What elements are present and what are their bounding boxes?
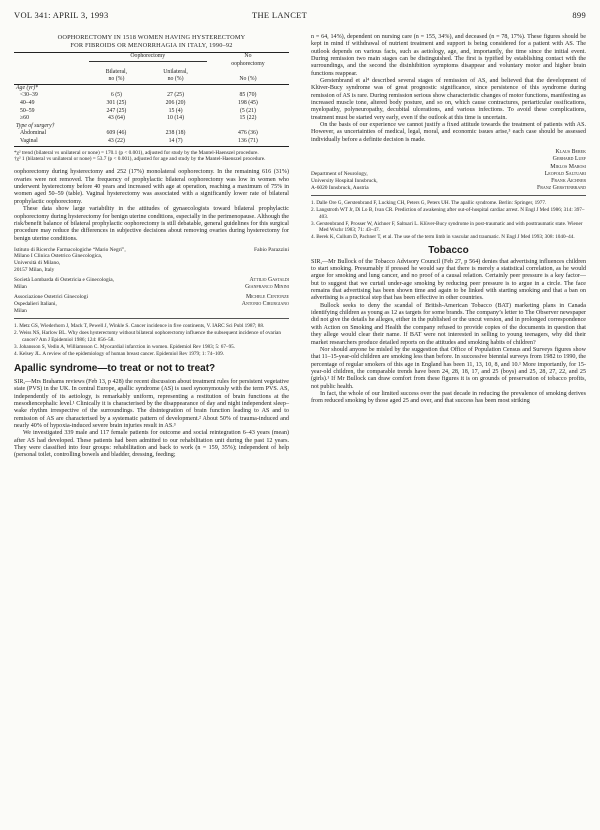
body-paragraph: On the basis of our experience we cannot justify a fixed attitude towards the treatment of patients with AS. However, as uncertainties of medical, legal, moral, and economic issues arise,³ each case should be assessed individually before a definite decision is made.: [311, 122, 586, 143]
body-paragraph: oophorectomy during hysterectomy and 252 (17%) monolateral oophorectomy. In the remaining 616 (31%) ovaries were not removed. The frequency of prophylactic bilateral oophorectomy was low in women who underwent hysterectomy before 40 years and increased with age at operation, reaching a maximum of 75% in women aged 50–59 (table). Vaginal hysterectomy was associated with a significantly lower rate of bilateral prophylactic oophorectomy.: [14, 169, 289, 205]
header-no: No: [244, 53, 252, 59]
author-name: Frank Aichner: [551, 177, 586, 184]
aff-city: Milan: [14, 307, 27, 314]
volume-date: VOL 341: APRIL 3, 1993: [14, 10, 109, 20]
cell-none: 85 (70): [239, 92, 257, 99]
author-name: Franz Gerstenbrand: [536, 185, 586, 192]
reference: 4. Kelsey JL. A review of the epidemiology of human breast cancer. Epidemiol Rev 1979; 1: 74–109.: [14, 350, 225, 357]
right-column: [311, 34, 586, 406]
cell-bilateral: 247 (25): [106, 107, 127, 114]
table-row: [14, 115, 289, 123]
body-paragraph: SIR,—Mr Bullock of the Tobacco Advisory Council (Feb 27, p 564) denies that advertising influences children to start smoking. Presumably if pressed he would say that there is merely a statistical correlation, as he would argue for smoking and lung cancer, and no proof of a causal relation. Certainly peer pressure is a key factor—but to suggest that we curtail under-age smoking by reducing peer pressure is to argue in a circle. The face remains that advertising has been shown time and again to be linked with starting smoking and that a ban on advertising is a practical step that has been effective in other countries.: [311, 258, 586, 302]
table-title-line2: FOR FIBROIDS OR MENORRHAGIA IN ITALY, 1990–92: [70, 42, 233, 49]
cell-none: 136 (71): [238, 138, 258, 145]
cell-none: 476 (36): [238, 130, 258, 137]
reference: 1. Metz GS, Wiederhorn J, Mack T, Pewell J, Winkle S. Cancer incidence in five continents, V. IARC Sci Publ 1987; 88.: [14, 323, 265, 330]
table-row: [14, 138, 289, 146]
header-bilateral: Bilateral,: [105, 68, 128, 75]
author-name: Gianfranco Minini: [245, 283, 289, 290]
body-paragraph: Bullock seeks to deny the scandal of British-American Tobacco (BAT) marketing plans in Canada identifying children as young as 12 as targets for some brands. The company’s letter to The Observer newspaper did not give the details he alleges, either in the published or the uncut version, and in prolonged correspondence with Action on Smoking and Health the company refused to provide copies of the documents in question that they allege would clear their name. If BAT were not interested in selling to young teenagers, why did their market researchers produce detailed reports on the attitudes and smoking habits of children?: [311, 302, 586, 346]
cell-unilateral: 10 (14): [167, 115, 185, 122]
table-footnote-1: *χ² trend (bilateral vs unilateral or none) = 170.1 (p < 0.001), adjusted for study by the Mantel-Haenszel procedure.: [14, 149, 259, 156]
cell-none: 15 (22): [239, 115, 257, 122]
aff-institution: Milano I Clinica Ostetrico Ginecologica,: [14, 253, 103, 260]
row-label: <30–39: [20, 92, 38, 99]
body-paragraph: Nor should anyone be misled by the suggestion that Office of Population Census and Surveys figures show that 11–15-year-old children are smoking less than before. In successive biennial surveys from 1982 to 1990, the percentage of regular smokers of this age in England has been 11, 13, 10, 8, and 10.¹ More importantly, for 15-year-old children, the comparable trends have been 24, 28, 18, 17, and 25 (boys) and 25, 28, 27, 22, and 25 (girls).¹ If Mr Bullock can draw comfort from these figures it is on grounds of preservation of tobacco profits, not public health.: [311, 346, 586, 390]
body-paragraph: In fact, the whole of our limited success over the past decade in reducing the prevalence of smoking derives from reduced smoking by those aged 25 and over, and that success has been most striking: [311, 390, 586, 405]
cell-bilateral: 43 (64): [107, 115, 125, 122]
divider: [311, 195, 586, 196]
section-type: Type of surgery†: [16, 122, 55, 129]
author-name: Miklos Marosi: [550, 163, 586, 170]
row-label: Vaginal: [20, 138, 38, 145]
cell-unilateral: 14 (7): [168, 138, 183, 145]
body-paragraph: We investigated 339 male and 117 female patients for outcome and social reintegration 6–43 years (mean) after AS had developed. These patients had been admitted to our rehabilitation unit during the past 12 years. They were classified into four groups: rehabilitation and back to work (n = 159, 35%); independent of help (personal toilet, controlling bowels and bladder, dressing, feeding;: [14, 430, 289, 459]
reference: 2. Weiss NS, Harlow BL. Why does hysterectomy without bilateral oophorectomy influence the subsequent incidence of ovarian cancer? Am J Epidemiol 1986; 124: 856–58.: [14, 330, 281, 343]
left-body: [14, 169, 289, 242]
reference: 1. Dalle Ore G, Gerstenbrand F, Lucking CH, Peters G, Peters UH. The apallic syndrome. Berlin: Springer, 1977.: [311, 200, 547, 207]
row-label: 50–59: [20, 107, 35, 114]
aff-institution: University Hospital Innsbruck,: [311, 177, 378, 184]
aff-institution: Università di Milano,: [14, 260, 61, 267]
affiliation-1: [14, 247, 289, 273]
author-name: Fabio Parazzini: [254, 246, 289, 253]
reference: 3. Gerstenbrand F, Prosser W, Aichner F, Saltuari L. Klüver-Bucy syndrome in post-traumatic and with posttraumatic state. Wiener Med Wschr 1983; 71: 43–47.: [311, 220, 583, 233]
author-name: Klaus Berek: [555, 149, 586, 156]
body-paragraph: SIR,—Mrs Brahams reviews (Feb 13, p 428) the recent discussion about treatment rules for persistent vegetative state (PVS) in the UK. In central Europe, apallic syndrome (AS) is used synonymously with the term PVS. AS, independently of its aetiology, is remarkably uniform, representing a restitution of brain functions at the mesodiencephalic level.¹ Clinically it is characterised by the disappearance of day and night independent sleep–wake rhythm irrespective of the surroundings. The disintegration of brain function leading to AS and to remission of AS are characterised by a systematic pattern of development.² About 50% of trauma-induced and nearly 40% of hypoxia-induced severe brain injuries result in AS.³: [14, 379, 289, 430]
aff-city: 20157 Milan, Italy: [14, 266, 55, 273]
oophorectomy-table: [14, 52, 289, 147]
header-unilateral: Unilateral,: [163, 68, 188, 75]
reference: 4. Berek K, Cullum D, Pachner T, et al. The use of the term limb in vascular and traumatic. N Engl J Med 1993; 308: 1040–44.: [311, 233, 575, 240]
cell-bilateral: 301 (25): [106, 100, 127, 107]
cell-bilateral: 6 (5): [110, 92, 122, 99]
header-oophorectomy: Oophorectomy: [89, 53, 207, 62]
table-title-line1: OOPHORECTOMY IN 1518 WOMEN HAVING HYSTERECTOMY: [57, 34, 246, 41]
table-row: [14, 130, 289, 138]
aff-institution: Associazione Ostetrici Ginecologi: [14, 294, 88, 301]
author-name: Attilio Gastaldi: [249, 277, 289, 284]
cell-bilateral: 43 (22): [107, 138, 125, 145]
row-label: ≥60: [20, 115, 29, 122]
table-footnote-2: †χ² 1 (bilateral vs unilateral or none) = 53.7 (p < 0.001), adjusted for age and study by the Mantel-Haenszel procedure.: [14, 156, 266, 163]
page-number: 899: [572, 10, 586, 20]
aff-department: Department of Neurology,: [311, 171, 368, 178]
reference: 3. Johansson S, Vedin A, Williamsson C. Myocardial infarction in women. Epidemiol Rev 1983; 5: 67–95.: [14, 343, 236, 350]
author-name: Gerhard Luef: [552, 156, 586, 163]
affiliation-3: [14, 294, 289, 314]
running-header: [14, 10, 586, 22]
tobacco-heading: Tobacco: [428, 245, 469, 257]
cell-unilateral: 27 (25): [167, 92, 185, 99]
row-label: Abdominal: [20, 130, 47, 137]
header-unilateral-pct: no (%): [167, 76, 184, 83]
body-paragraph: Gerstenbrand et al⁴ described several stages of remission of AS, and believed that the development of Klüver-Bucy syndrome was of great prognostic significance, since persistence of this syndrome during remission of AS is rare. During remission serious show characteristic changes of motor functions, manifesting as increased muscle tone, altered body posture, and so on, which cause contractures, periarticular ossifications, myelopathy, polyneuropathy, decubital ulcerations, and various infections. To avoid these complications, treatment must be started very early, even if the outlook at this time is uncertain.: [311, 78, 587, 121]
cell-none: 198 (45): [238, 100, 258, 107]
apallic-heading: Apallic syndrome—to treat or not to treat?: [14, 363, 216, 375]
aff-institution: Ospedalieri Italiani,: [14, 301, 57, 308]
cell-unilateral: 15 (4): [168, 107, 183, 114]
references-right: [311, 200, 586, 240]
cell-unilateral: 206 (20): [165, 100, 186, 107]
aff-city: A-6020 Innsbruck, Austria: [311, 184, 369, 191]
aff-institution: Società Lombarda di Ostetricia e Ginecologia,: [14, 277, 114, 284]
affiliation-2: [14, 277, 289, 290]
header-no-oophorectomy: oophorectomy: [231, 61, 265, 68]
row-label: 40–49: [20, 100, 35, 107]
table-title: [14, 34, 289, 50]
author-name: Antonio Cirurgiano: [241, 301, 289, 308]
journal-name: THE LANCET: [252, 10, 308, 20]
left-column: [14, 34, 289, 460]
reference: 2. Langstroth WT Jr, Di Lo B, Ivan CR. Prediction of awakening after out-of-hospital cardiac arrest. N Engl J Med 1986; 314: 397–403.: [311, 207, 585, 220]
references-left: [14, 323, 289, 357]
table-row: [14, 92, 289, 100]
aff-institution: Istituto di Ricerche Farmacologiche “Mario Negri”,: [14, 246, 126, 253]
cell-unilateral: 238 (18): [165, 130, 186, 137]
section-age: Age (yr)*: [16, 84, 39, 91]
table-row: [14, 100, 289, 108]
aff-city: Milan: [14, 283, 27, 290]
header-none-pct: No (%): [239, 76, 257, 83]
header-bilateral-pct: no (%): [108, 76, 125, 83]
cell-bilateral: 609 (46): [106, 130, 127, 137]
author-name: Michele Centonze: [245, 294, 289, 301]
body-paragraph: n = 64, 14%), dependent on nursing care (n = 155, 34%), and deceased (n = 78, 17%). These figures should be kept in mind if withdrawal of nutrient treatment and support is being considered for a patient with AS. The outlook depends on various facts, such as aetiology, age, and, importantly, the time since the initial event. During remission two main stages can be distinguished. The first is typified by establishing contact with the surroundings, and the second the disinhibition symptoms disappear and voluntary motor and higher brain functions reappear.: [311, 34, 586, 77]
body-paragraph: These data show large variability in the attitudes of gynaecologists toward bilateral prophylactic oophorectomy during hysterectomy for benign uterine conditions, especially in the perimenopause. Although the risk/benefit balance of bilateral prophylactic oophorectomy is still debatable, general guidelines for this surgical procedure may reduce the differences in subjective decisions about removing ovaries during hysterectomy for benign uterine conditions.: [14, 206, 289, 242]
author-name: Leopold Saltuari: [544, 170, 586, 177]
cell-none: (5 (21): [239, 107, 256, 114]
divider: [14, 318, 289, 319]
